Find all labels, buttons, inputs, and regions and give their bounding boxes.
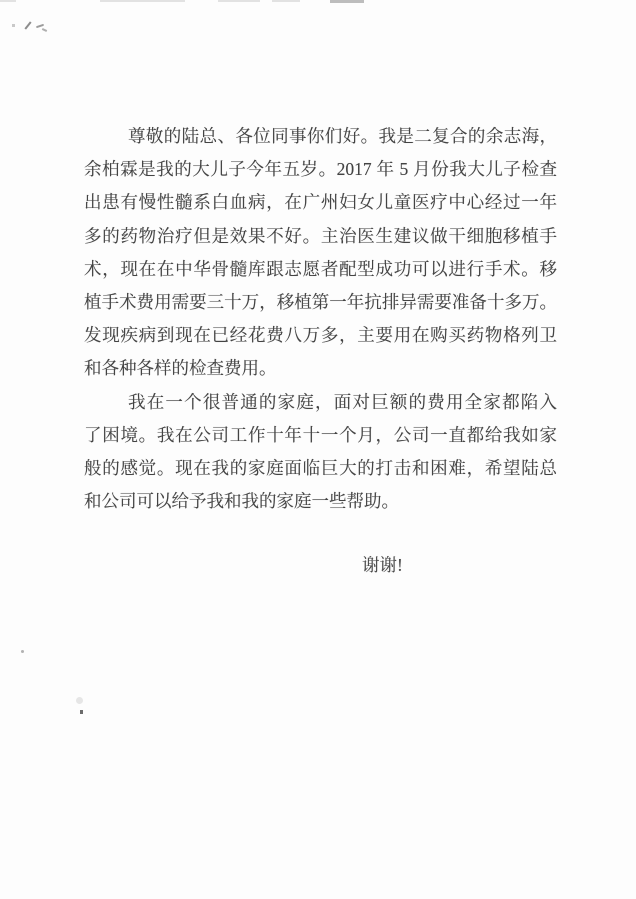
letter-line: 术，现在在中华骨髓库跟志愿者配型成功可以进行手术。移	[84, 258, 557, 279]
letter-line: 和公司可以给予我和我的家庭一些帮助。	[84, 491, 399, 512]
letter-body	[84, 120, 557, 518]
scan-edge-artifact	[272, 0, 300, 2]
scan-pen-mark	[24, 21, 31, 29]
letter-line: 尊敬的陆总、各位同事你们好。我是二复合的余志海，	[128, 126, 557, 146]
scan-edge-artifact	[218, 0, 260, 2]
letter-line: 般的感觉。现在我的家庭面临巨大的打击和困难，希望陆总	[84, 457, 557, 478]
letter-line: 多的药物治疗但是效果不好。主治医生建议做干细胞移植手	[84, 225, 557, 246]
scan-speck	[76, 697, 83, 704]
letter-closing: 谢谢!	[362, 555, 403, 575]
scan-pen-mark	[12, 24, 15, 27]
scan-pen-mark	[36, 24, 44, 28]
letter-line: 和各种各样的检查费用。	[84, 358, 277, 379]
letter-line: 余柏霖是我的大儿子今年五岁。2017 年 5 月份我大儿子检查	[84, 159, 557, 180]
letter-line: 植手术费用需要三十万，移植第一年抗排异需要准备十多万。	[84, 291, 557, 312]
letter-line: 我在一个很普通的家庭，面对巨额的费用全家都陷入	[128, 391, 557, 412]
letter-line: 出患有慢性髓系白血病，在广州妇女儿童医疗中心经过一年	[84, 192, 557, 213]
scan-edge-artifact	[0, 0, 16, 2]
scan-speck	[21, 650, 24, 653]
letter-line: 了困境。我在公司工作十年十一个月，公司一直都给我如家	[84, 424, 557, 445]
scan-speck	[80, 710, 83, 714]
scan-pen-mark	[42, 28, 47, 32]
scan-edge-artifact	[330, 0, 364, 3]
letter-line: 发现疾病到现在已经花费八万多，主要用在购买药物格列卫	[84, 325, 557, 346]
scan-edge-artifact	[100, 0, 185, 2]
